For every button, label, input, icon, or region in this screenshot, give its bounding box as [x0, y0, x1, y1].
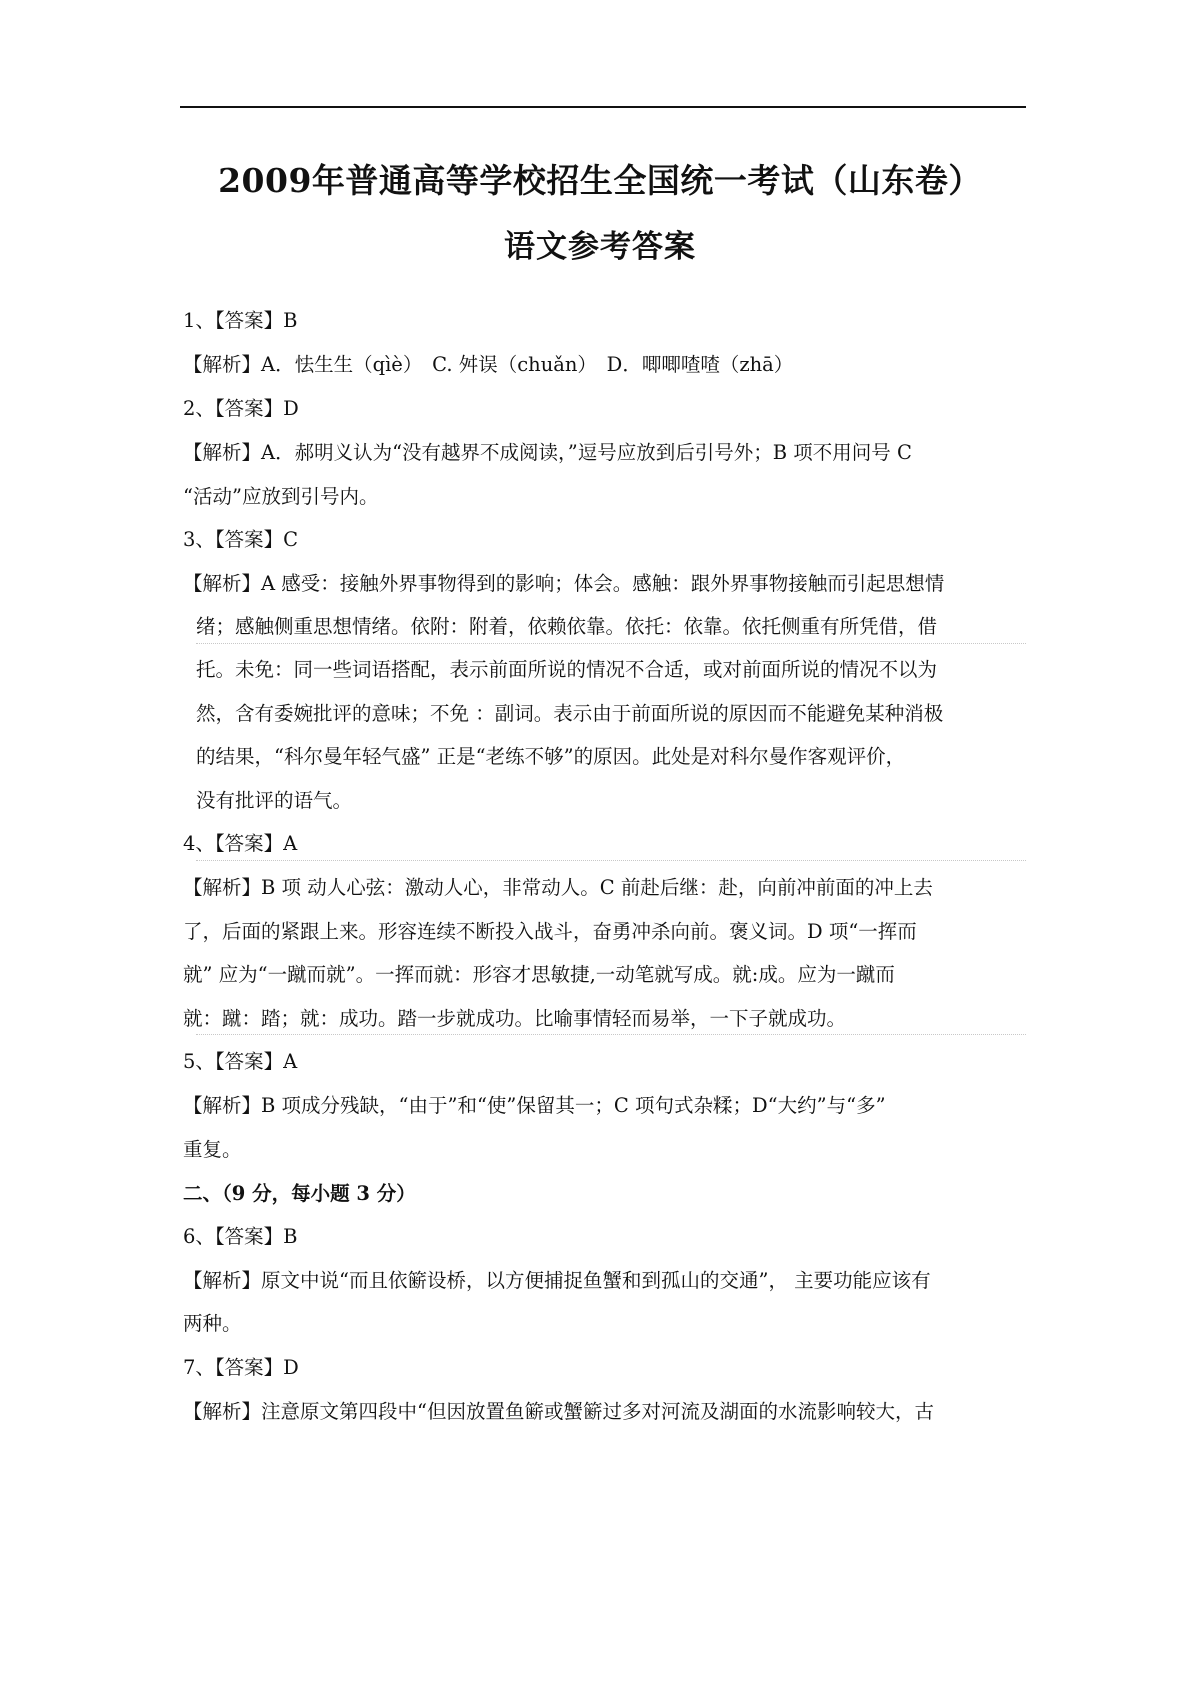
explanation-line: 就” 应为“一蹴而就”。一挥而就：形容才思敏捷,一动笔就写成。就:成。应为一蹴而 — [183, 963, 895, 986]
explanation-line: 【解析】A．怯生生（qìè） C. 舛误（chuǎn） D．唧唧喳喳（zhā） — [183, 353, 794, 376]
answer-line: 7、【答案】D — [183, 1356, 299, 1379]
explanation-line: 没有批评的语气。 — [196, 789, 353, 812]
explanation-line: 就：蹴：踏；就：成功。踏一步就成功。比喻事情轻而易举，一下子就成功。 — [183, 1007, 847, 1030]
document-subtitle: 语文参考答案 — [504, 229, 696, 265]
explanation-line: 【解析】注意原文第四段中“但因放置鱼簖或蟹簖过多对河流及湖面的水流影响较大，古 — [183, 1400, 934, 1423]
dotted-divider — [196, 1034, 1026, 1035]
answer-line: 1、【答案】B — [183, 309, 298, 332]
explanation-line: “活动”应放到引号内。 — [183, 485, 379, 508]
section-heading: 二、（9 分，每小题 3 分） — [183, 1182, 416, 1205]
explanation-line: 的结果，“科尔曼年轻气盛” 正是“老练不够”的原因。此处是对科尔曼作客观评价， — [196, 745, 906, 768]
explanation-line: 【解析】原文中说“而且依簖设桥，以方便捕捉鱼蟹和到孤山的交通”， 主要功能应该有 — [183, 1269, 931, 1292]
answer-line: 4、【答案】A — [183, 832, 298, 855]
answer-line: 6、【答案】B — [183, 1225, 298, 1248]
document-title: 2009年普通高等学校招生全国统一考试（山东卷） — [218, 161, 982, 200]
explanation-line: 重复。 — [183, 1138, 242, 1161]
explanation-line: 【解析】B 项成分残缺，“由于”和“使”保留其一；C 项句式杂糅；D“大约”与“多” — [183, 1094, 886, 1117]
answer-line: 2、【答案】D — [183, 397, 299, 420]
explanation-line: 【解析】A 感受：接触外界事物得到的影响；体会。感触：跟外界事物接触而引起思想情 — [183, 572, 945, 595]
explanation-line: 【解析】A．郝明义认为“没有越界不成阅读，”逗号应放到后引号外；B 项不用问号 C — [183, 441, 912, 464]
dotted-divider — [196, 643, 1026, 644]
answer-line: 3、【答案】C — [183, 528, 299, 551]
explanation-line: 绪；感触侧重思想情绪。依附：附着，依赖依靠。依托：依靠。依托侧重有所凭借，借 — [196, 615, 938, 638]
header-rule — [180, 106, 1026, 108]
explanation-line: 【解析】B 项 动人心弦：激动人心，非常动人。C 前赴后继：赴，向前冲前面的冲上去 — [183, 876, 933, 899]
explanation-line: 托。未免：同一些词语搭配，表示前面所说的情况不合适，或对前面所说的情况不以为 — [196, 658, 938, 681]
explanation-line: 了，后面的紧跟上来。形容连续不断投入战斗，奋勇冲杀向前。褒义词。D 项“一挥而 — [183, 920, 917, 943]
answer-line: 5、【答案】A — [183, 1050, 298, 1073]
dotted-divider — [196, 860, 1026, 861]
explanation-line: 然，含有委婉批评的意味；不免 ：副词。表示由于前面所说的原因而不能避免某种消极 — [196, 702, 944, 725]
explanation-line: 两种。 — [183, 1312, 242, 1335]
